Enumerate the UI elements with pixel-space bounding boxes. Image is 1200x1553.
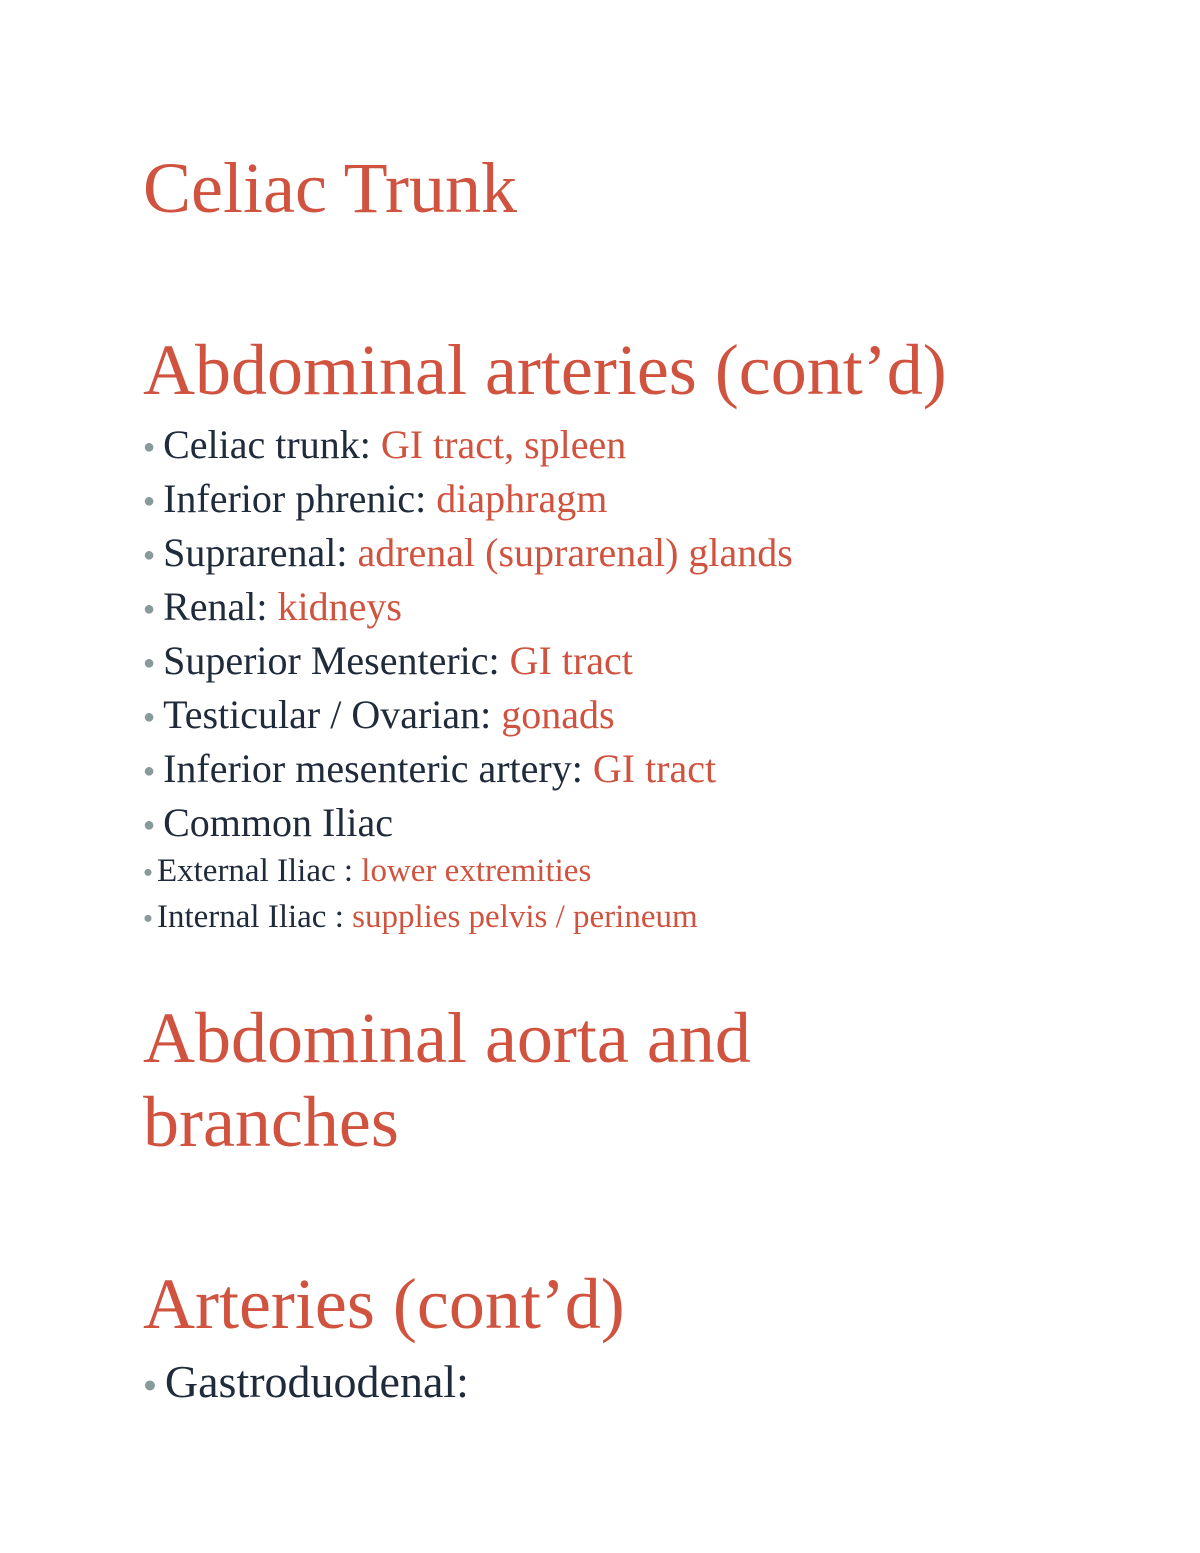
- artery-name: Inferior phrenic:: [163, 476, 427, 521]
- bullet-icon: ●: [143, 544, 156, 567]
- list-item: [143, 848, 698, 894]
- abdominal-arteries-title: Abdominal arteries (cont’d): [143, 330, 947, 410]
- list-item: [143, 1354, 469, 1414]
- artery-desc: GI tract: [509, 638, 633, 683]
- abdominal-arteries-list: [143, 418, 793, 850]
- abdominal-aorta-title: [143, 996, 751, 1164]
- artery-desc: gonads: [501, 692, 615, 737]
- bullet-icon: ●: [143, 1371, 157, 1397]
- artery-desc: kidneys: [277, 584, 402, 629]
- bullet-icon: ●: [143, 760, 156, 783]
- bullet-icon: ●: [143, 490, 156, 513]
- artery-name: Superior Mesenteric:: [163, 638, 500, 683]
- celiac-trunk-title: Celiac Trunk: [143, 148, 518, 228]
- bullet-icon: ●: [143, 814, 156, 837]
- list-item: [143, 472, 793, 526]
- list-item: [143, 526, 793, 580]
- list-item: [143, 742, 793, 796]
- bullet-icon: ●: [143, 908, 153, 928]
- abdominal-aorta-title-line2: branches: [143, 1082, 399, 1162]
- bullet-icon: ●: [143, 436, 156, 459]
- arteries-contd-title: Arteries (cont’d): [143, 1264, 625, 1344]
- bullet-icon: ●: [143, 598, 156, 621]
- abdominal-aorta-title-line1: Abdominal aorta and: [143, 998, 751, 1078]
- artery-desc: lower extremities: [361, 853, 592, 889]
- list-item: [143, 418, 793, 472]
- list-item: [143, 894, 698, 940]
- list-item: [143, 580, 793, 634]
- artery-name: Testicular / Ovarian:: [163, 692, 492, 737]
- bullet-icon: ●: [143, 652, 156, 675]
- artery-name: Inferior mesenteric artery:: [163, 746, 583, 791]
- artery-name: Internal Iliac :: [156, 899, 344, 935]
- artery-desc: diaphragm: [436, 476, 608, 521]
- artery-name: Suprarenal:: [163, 530, 348, 575]
- artery-name: Gastroduodenal:: [164, 1356, 469, 1407]
- iliac-sub-list: [143, 848, 698, 940]
- arteries-contd-list: [143, 1354, 469, 1414]
- artery-desc: GI tract, spleen: [380, 422, 627, 467]
- artery-name: Celiac trunk:: [163, 422, 371, 467]
- artery-desc: supplies pelvis / perineum: [352, 899, 698, 935]
- list-item: [143, 688, 793, 742]
- artery-name: External Iliac :: [156, 853, 354, 889]
- artery-name: Renal:: [163, 584, 268, 629]
- artery-desc: GI tract: [592, 746, 717, 791]
- list-item: [143, 796, 793, 850]
- list-item: [143, 634, 793, 688]
- artery-desc: adrenal (suprarenal) glands: [357, 530, 793, 575]
- artery-name: Common Iliac: [163, 800, 394, 845]
- bullet-icon: ●: [143, 862, 153, 882]
- bullet-icon: ●: [143, 706, 156, 729]
